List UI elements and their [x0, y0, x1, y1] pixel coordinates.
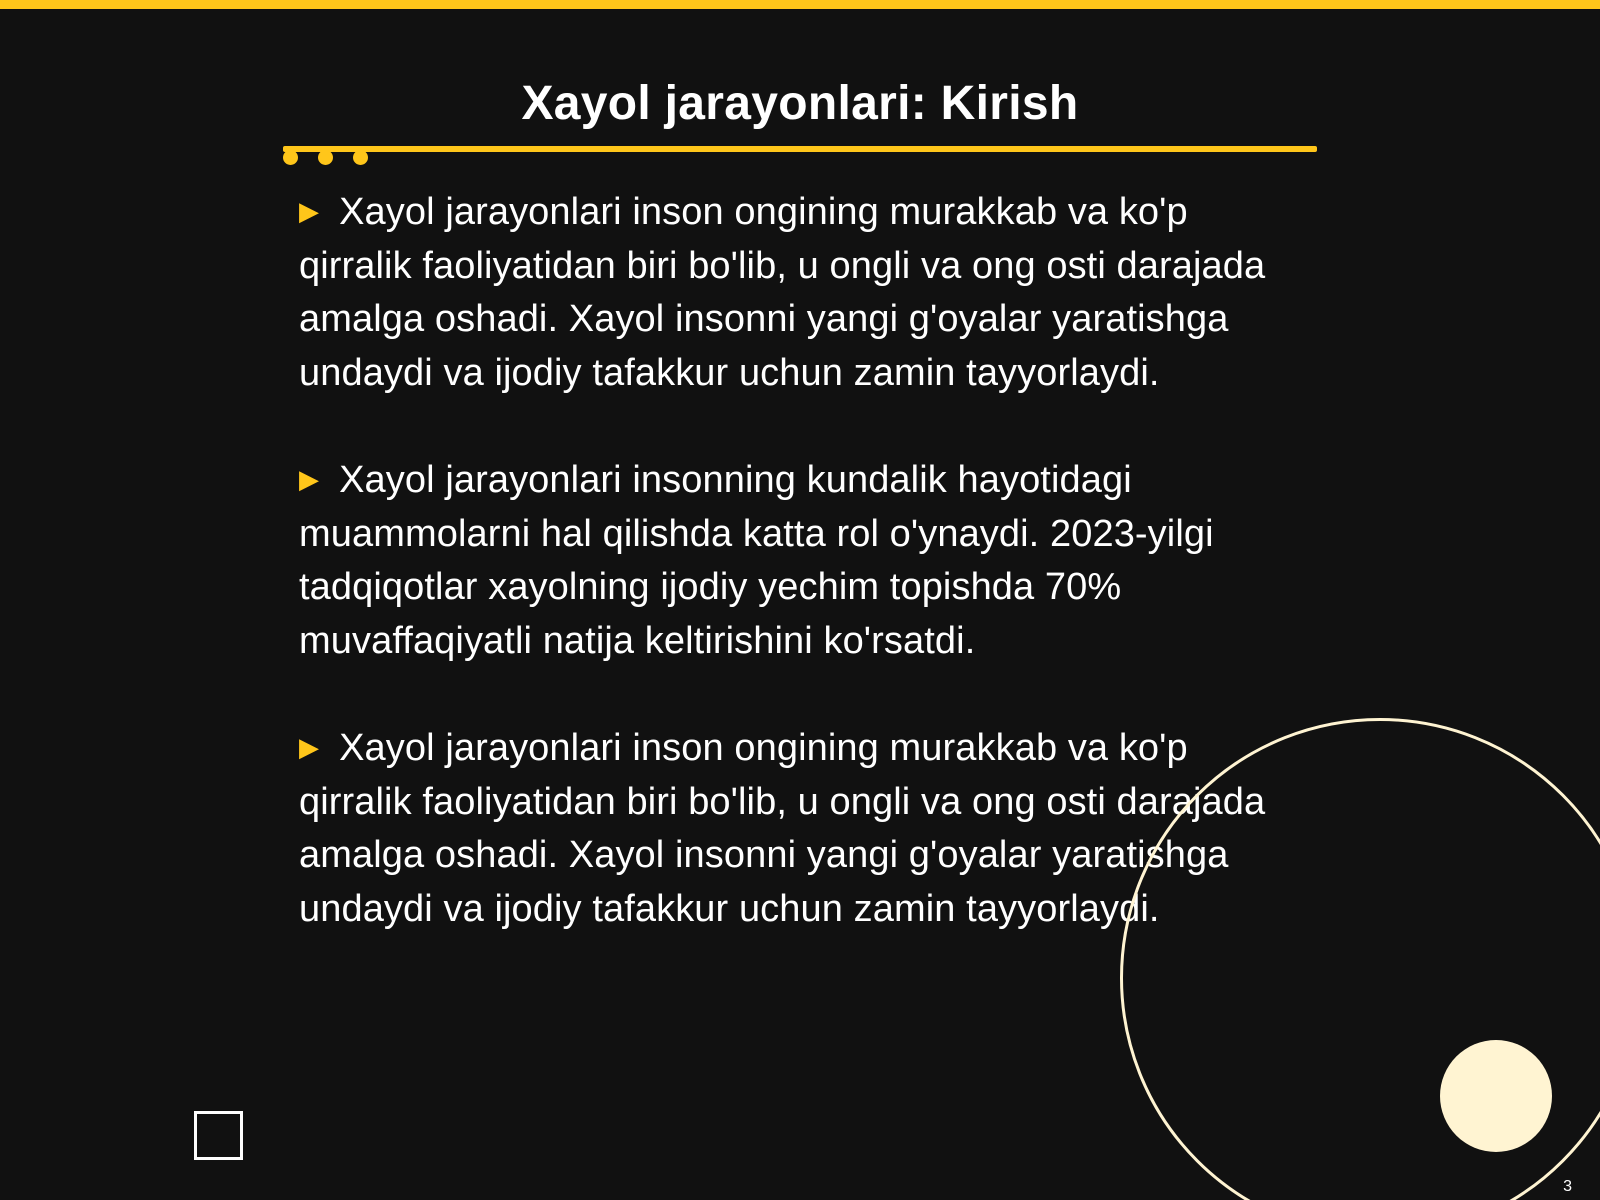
decor-dot — [318, 150, 333, 165]
bullet-text: Xayol jarayonlari insonning kundalik hayotidagi muammolarni hal qilishda katta rol o'ynaydi. 2023-yilgi tadqiqotlar xayolning ijodiy yechim topishda 70% muvaffaqiyatli natija keltirishini ko'rsatdi. — [299, 459, 1214, 662]
triangle-right-icon: ▶ — [299, 196, 320, 226]
bullet-item — [299, 454, 1299, 668]
decor-square-outline — [194, 1111, 243, 1160]
bullet-item — [299, 186, 1299, 400]
slide-title: Xayol jarayonlari: Kirish — [521, 77, 1079, 130]
bullet-text: Xayol jarayonlari inson ongining murakkab va ko'p qirralik faoliyatidan biri bo'lib, u ongli va ong osti darajada amalga oshadi. Xayol insonni yangi g'oyalar yaratishga undaydi va ijodiy tafakkur uchun zamin tayyorlaydi. — [299, 191, 1266, 394]
decor-dot — [283, 150, 298, 165]
triangle-right-icon: ▶ — [299, 464, 320, 494]
page-number: 3 — [1563, 1178, 1572, 1195]
decor-filled-circle — [1440, 1040, 1552, 1152]
top-accent-bar — [0, 0, 1600, 9]
decor-dot — [353, 150, 368, 165]
triangle-right-icon: ▶ — [299, 732, 320, 762]
bullet-text: Xayol jarayonlari inson ongining murakkab va ko'p qirralik faoliyatidan biri bo'lib, u ongli va ong osti darajada amalga oshadi. Xayol insonni yangi g'oyalar yaratishga undaydi va ijodiy tafakkur uchun zamin tayyorlaydi. — [299, 727, 1266, 930]
title-underline — [283, 146, 1317, 152]
bullet-list — [299, 186, 1299, 936]
